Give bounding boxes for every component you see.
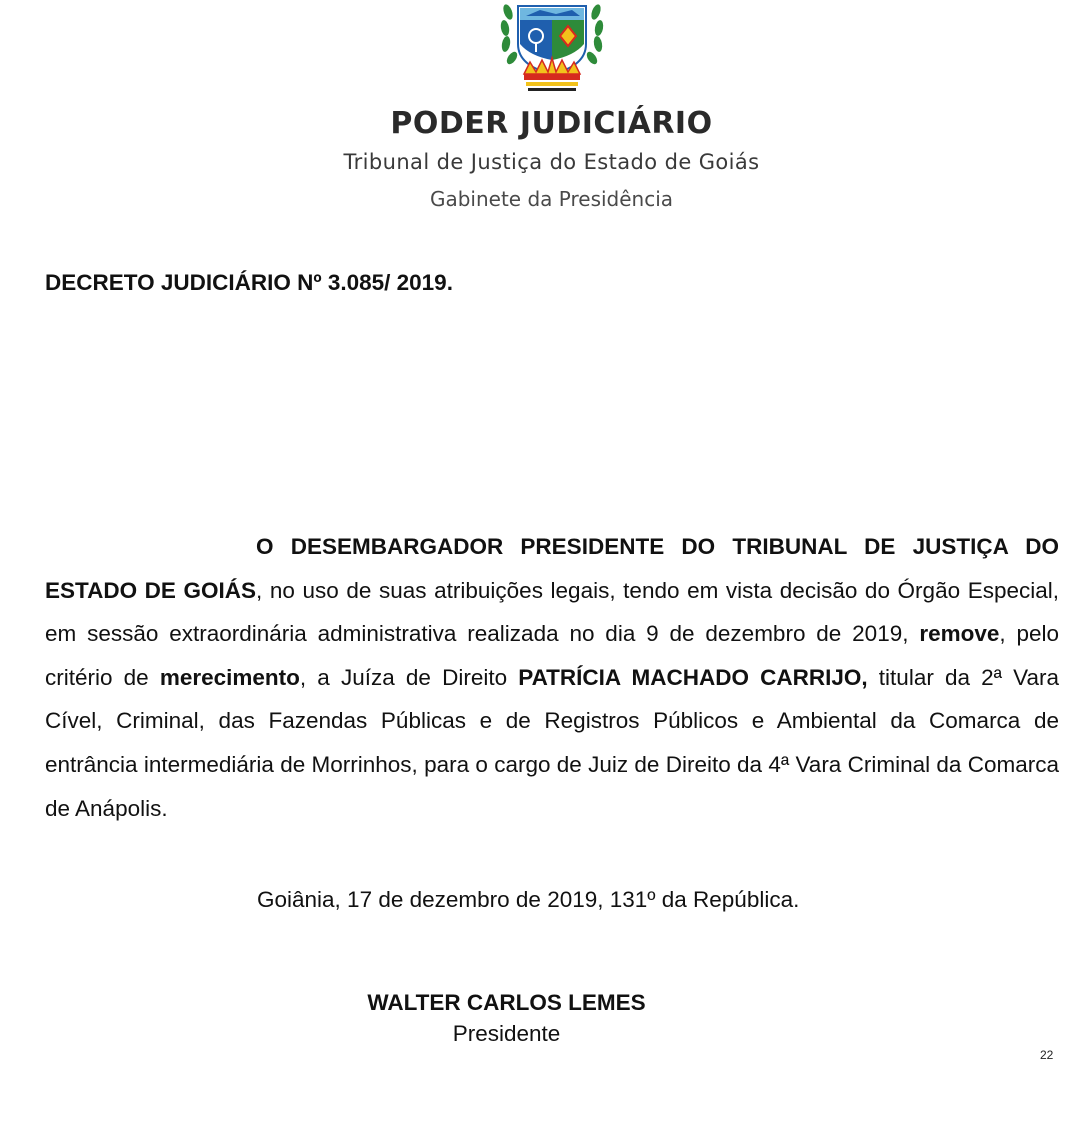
body-text-3: , a Juíza de Direito <box>299 664 519 690</box>
page-number: 22 <box>1040 1048 1054 1062</box>
body-judge-name: PATRÍCIA MACHADO CARRIJO, <box>518 664 868 690</box>
body-criterion: merecimento <box>159 664 300 690</box>
body-text-1: , no uso de suas atribuições legais, tendo em vista decisão do Órgão Especial, em sessão extraordinária administrativa realizada no dia 9 de dezembro de 2019, <box>45 577 1059 647</box>
body-text-4: titular da 2ª Vara Cível, Criminal, das Fazendas Públicas e de Registros Públicos e Ambiental da Comarca de entrância intermediária de Morrinhos, para o cargo de Juiz de Direito da 4ª Vara Criminal da Comarca de Anápolis. <box>45 664 1060 821</box>
decree-number: DECRETO JUDICIÁRIO Nº 3.085/ 2019. <box>45 270 453 295</box>
signer-name: WALTER CARLOS LEMES <box>367 990 646 1015</box>
office-name: Gabinete da Presidência <box>429 187 674 211</box>
court-name: Tribunal de Justiça do Estado de Goiás <box>343 150 760 174</box>
institution-title: PODER JUDICIÁRIO <box>390 106 713 141</box>
date-line: Goiânia, 17 de dezembro de 2019, 131º da República. <box>257 887 800 912</box>
body-action: remove <box>919 621 1000 647</box>
body-authority: O DESEMBARGADOR PRESIDENTE DO TRIBUNAL DE JUSTIÇA DO ESTADO DE GOIÁS <box>45 534 1059 603</box>
body-text-2: , pelo critério de <box>45 621 1060 690</box>
state-coat-of-arms-icon <box>496 0 608 96</box>
signer-role: Presidente <box>452 1021 561 1046</box>
decree-body <box>45 525 1059 830</box>
